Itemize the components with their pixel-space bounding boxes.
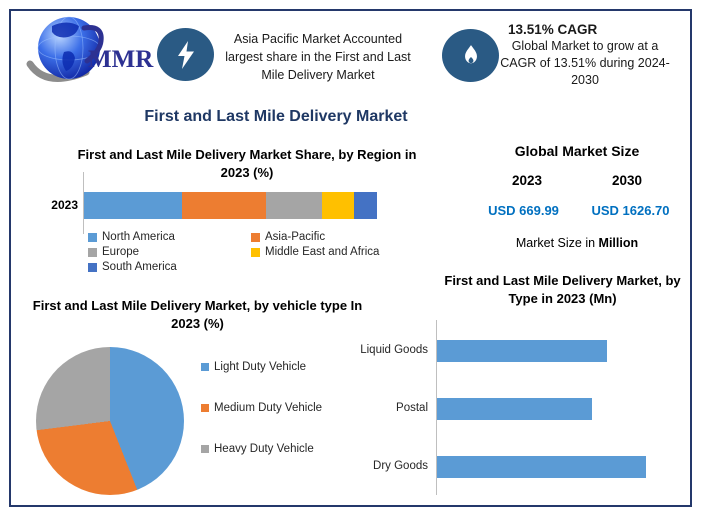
region-segment-europe (266, 192, 322, 219)
lightning-icon (173, 40, 199, 70)
legend-label: South America (102, 261, 177, 273)
region-chart-title: First and Last Mile Delivery Market Share, by Region in 2023 (%) (77, 147, 417, 180)
vehicle-chart-title: First and Last Mile Delivery Market, by vehicle type In 2023 (%) (32, 298, 363, 331)
legend-swatch-icon (88, 248, 97, 257)
mmr-logo (24, 12, 158, 84)
market-size-year: 2030 (611, 173, 643, 188)
region-stacked-bar (84, 192, 377, 219)
legend-label: Light Duty Vehicle (214, 361, 307, 373)
market-size-year: 2023 (511, 173, 543, 188)
region-segment-middle-east-and-africa (322, 192, 354, 219)
fact-cagr (497, 21, 673, 89)
fact-line: 2030 (571, 73, 599, 87)
legend-swatch-icon (201, 363, 209, 371)
legend-swatch-icon (251, 233, 260, 242)
fact-line: largest share in the First and Last (225, 50, 411, 64)
market-size-value: USD 669.99 (488, 203, 559, 218)
page-title: First and Last Mile Delivery Market (144, 108, 408, 125)
cagr-heading: 13.51% CAGR (508, 22, 598, 37)
legend-label: Asia-Pacific (265, 231, 326, 243)
vehicle-pie (36, 347, 184, 495)
legend-item-middle-east-and-africa (251, 246, 390, 258)
flame-badge (442, 29, 499, 82)
region-segment-asia-pacific (182, 192, 266, 219)
legend-label: Medium Duty Vehicle (214, 402, 323, 414)
type-category-label-liquid-goods: Liquid Goods (360, 344, 428, 356)
legend-swatch-icon (251, 248, 260, 257)
legend-item-medium-duty-vehicle (201, 402, 322, 414)
region-legend (88, 231, 390, 273)
legend-item-south-america (88, 261, 251, 273)
flame-icon (458, 41, 484, 71)
market-size-values (470, 203, 684, 218)
fact-line: Global Market to grow at a (511, 39, 659, 53)
legend-swatch-icon (201, 404, 209, 412)
type-category-label-postal: Postal (396, 402, 428, 414)
type-bar-postal (437, 398, 592, 420)
market-size-title: Global Market Size (514, 143, 640, 159)
legend-item-europe (88, 246, 251, 258)
fact-asia-pacific (218, 30, 418, 84)
fact-line: Asia Pacific Market Accounted (233, 32, 403, 46)
region-segment-south-america (354, 192, 377, 219)
market-size-note: Market Size in Million (515, 236, 639, 250)
legend-item-heavy-duty-vehicle (201, 443, 322, 455)
market-size-value: USD 1626.70 (591, 203, 670, 218)
legend-label: Middle East and Africa (265, 246, 380, 258)
fact-line: CAGR of 13.51% during 2024- (500, 56, 670, 70)
legend-item-asia-pacific (251, 231, 390, 243)
legend-item-light-duty-vehicle (201, 361, 322, 373)
market-size-years (477, 173, 677, 188)
type-bar-liquid-goods (437, 340, 607, 362)
legend-swatch-icon (88, 233, 97, 242)
legend-swatch-icon (201, 445, 209, 453)
legend-label: North America (102, 231, 175, 243)
fact-line: Mile Delivery Market (261, 68, 375, 82)
type-chart-title: First and Last Mile Delivery Market, by Type in 2023 (Mn) (444, 273, 681, 306)
legend-swatch-icon (88, 263, 97, 272)
vehicle-legend (201, 361, 322, 455)
lightning-badge (157, 28, 214, 81)
legend-label: Europe (102, 246, 140, 258)
region-category-label: 2023 (51, 198, 78, 212)
type-category-label-dry-goods: Dry Goods (373, 460, 428, 472)
type-bar-dry-goods (437, 456, 646, 478)
legend-label: Heavy Duty Vehicle (214, 443, 314, 455)
region-segment-north-america (84, 192, 182, 219)
logo-text: MMR (88, 46, 154, 73)
legend-item-north-america (88, 231, 251, 243)
